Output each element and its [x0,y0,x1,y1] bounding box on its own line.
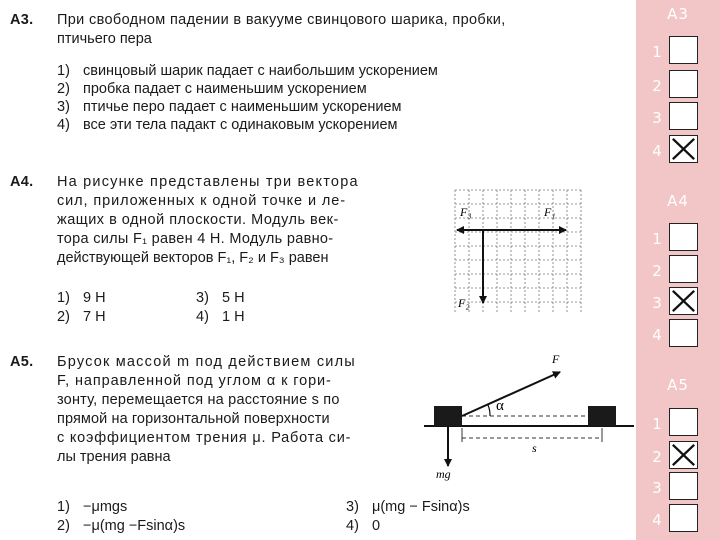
answer-a5-box-1[interactable] [669,408,698,436]
block-force-figure [424,346,634,484]
option-a4-4 [196,308,245,327]
option-text: 5 Н [222,290,245,306]
option-a4-1 [57,289,106,308]
option-text: 0 [372,518,381,534]
question-line: сил, приложенных к одной точке и ле- [57,193,346,209]
answer-block-a4-title: A4 [667,192,689,210]
option-a5-1 [57,498,127,517]
answer-sheet [636,0,720,540]
option-text: пробка падает с наименьшим ускорением [83,81,367,97]
option-a3-3 [57,98,402,117]
block-start [434,406,462,426]
checkmark-x-icon [670,442,697,468]
option-number: 2) [57,518,70,534]
option-a5-3 [346,498,470,517]
option-number: 3) [196,290,209,306]
answer-a3-label-3: 3 [652,109,662,127]
question-line: Брусок массой m под действием силы [57,354,356,370]
answer-a4-label-2: 2 [652,262,662,280]
option-text: 9 Н [83,290,106,306]
checkmark-x-icon [670,288,697,314]
option-number: 1) [57,290,70,306]
answer-a3-label-1: 1 [652,43,662,61]
answer-a5-box-3[interactable] [669,472,698,500]
label-force: F [552,352,560,366]
question-line: лы трения равна [57,449,171,465]
answer-a5-label-2: 2 [652,448,662,466]
option-a3-2 [57,80,367,99]
question-line: прямой на горизонтальной поверхности [57,411,330,427]
option-text: μ(mg − Fsinα)s [372,499,470,515]
answer-a3-box-3[interactable] [669,102,698,130]
answer-a5-box-4[interactable] [669,504,698,532]
option-number: 4) [346,518,359,534]
answer-a4-box-1[interactable] [669,223,698,251]
label-alpha: α [496,398,504,414]
answer-block-a3-title: A3 [667,5,689,23]
option-number: 1) [57,499,70,515]
question-line: действующей векторов F₁, F₂ и F₃ равен [57,250,329,266]
label-weight: mg [436,467,451,481]
option-a5-4 [346,517,380,536]
question-line: птичьего пера [57,31,152,47]
answer-a5-label-4: 4 [652,511,662,529]
grid [455,190,581,312]
question-a3-text [57,11,623,49]
angle-arc [488,405,490,416]
option-number: 1) [57,63,70,79]
question-line: жащих в одной плоскости. Модуль век- [57,212,339,228]
option-number: 2) [57,81,70,97]
answer-a3-box-4[interactable] [669,135,698,163]
option-text: 7 Н [83,309,106,325]
option-text: свинцовый шарик падает с наибольшим ускорением [83,63,438,79]
answer-a4-label-3: 3 [652,294,662,312]
answer-a3-label-4: 4 [652,142,662,160]
option-number: 2) [57,309,70,325]
option-text: −μ(mg −Fsinα)s [83,518,186,534]
question-a4-number: A4. [10,174,34,190]
checkmark-x-icon [670,136,697,162]
option-text: все эти тела падакт с одинаковым ускорением [83,117,398,133]
answer-a5-box-2[interactable] [669,441,698,469]
question-line: с коэффициентом трения μ. Работа си- [57,430,352,446]
option-a4-2 [57,308,106,327]
answer-a3-box-1[interactable] [669,36,698,64]
answer-a4-box-4[interactable] [669,319,698,347]
option-text: птичье перо падает с наименьшим ускорением [83,99,402,115]
question-line: зонту, перемещается на расстояние s по [57,392,340,408]
option-a3-1 [57,62,438,81]
option-text: −μmgs [83,499,128,515]
question-a4-text [57,173,397,268]
answer-a3-box-2[interactable] [669,70,698,98]
answer-a4-label-1: 1 [652,230,662,248]
option-text: 1 Н [222,309,245,325]
force-vectors-figure [450,186,590,316]
block-end [588,406,616,426]
label-f2: F₂ [458,296,470,310]
option-number: 4) [196,309,209,325]
answer-a5-label-3: 3 [652,479,662,497]
answer-a3-label-2: 2 [652,77,662,95]
force-vector [462,372,560,416]
label-distance: s [532,441,537,455]
question-line: При свободном падении в вакууме свинцового шарика, пробки, [57,12,506,28]
answer-a4-box-2[interactable] [669,255,698,283]
option-a3-4 [57,116,398,135]
question-line: На рисунке представлены три вектора [57,174,359,190]
answer-a4-label-4: 4 [652,326,662,344]
question-line: F, направленной под углом α к гори- [57,373,332,389]
option-number: 3) [57,99,70,115]
question-a3-number: A3. [10,12,34,28]
question-line: тора силы F₁ равен 4 Н. Модуль равно- [57,231,334,247]
answer-a4-box-3[interactable] [669,287,698,315]
question-a5-text [57,353,403,467]
option-a5-2 [57,517,185,536]
question-a5-number: A5. [10,354,34,370]
option-a4-3 [196,289,245,308]
answer-block-a5-title: A5 [667,376,689,394]
option-number: 4) [57,117,70,133]
option-number: 3) [346,499,359,515]
answer-a5-label-1: 1 [652,415,662,433]
label-f3: F₃ [460,205,472,219]
label-f1: F₁ [544,205,556,219]
